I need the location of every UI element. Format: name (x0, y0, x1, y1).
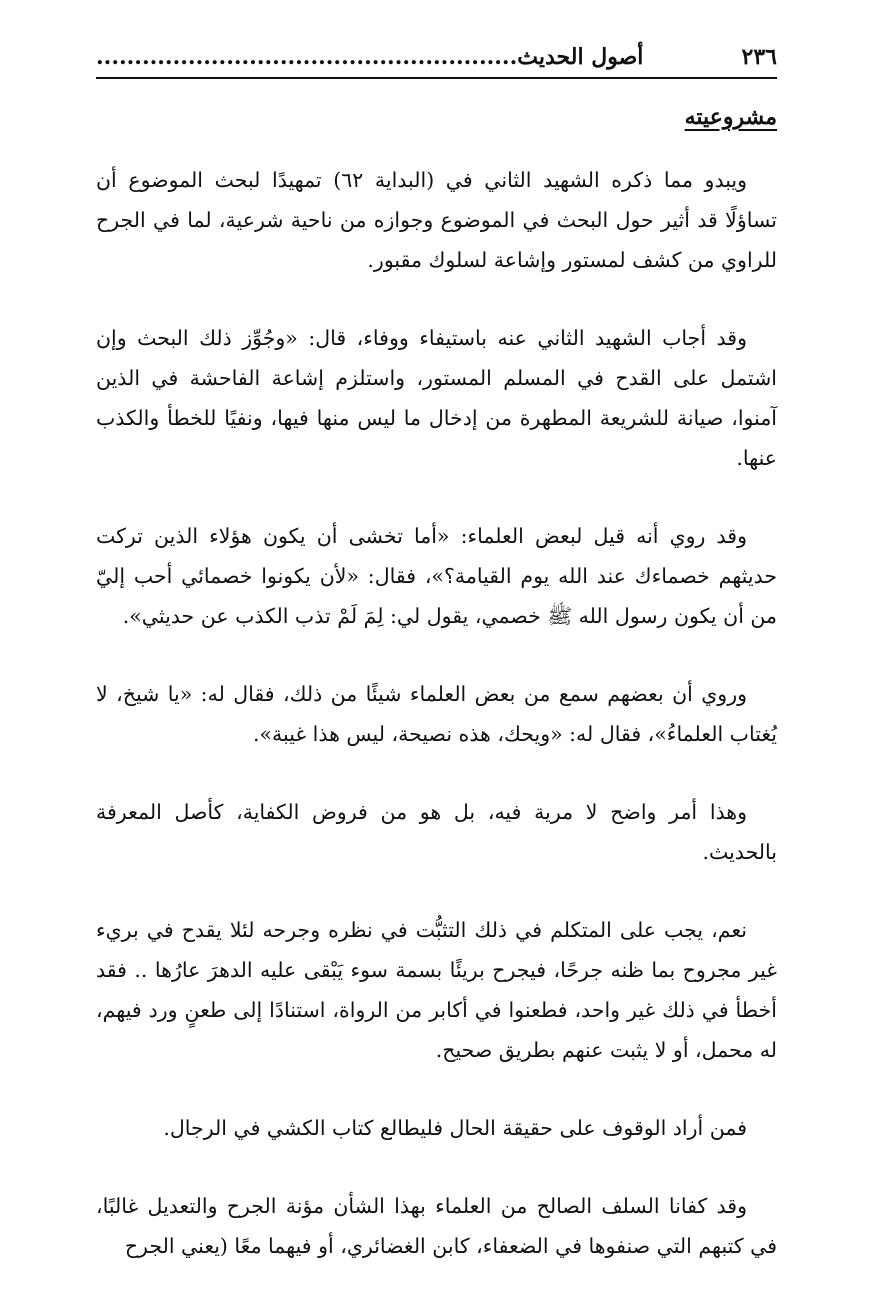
paragraph-7: فمن أراد الوقوف على حقيقة الحال فليطالع كتاب الكشي في الرجال. (163, 1116, 747, 1140)
paragraph-2: وقد أجاب الشهيد الثاني عنه باستيفاء ووفاء، قال: «وجُوِّز ذلك البحث وإن اشتمل على القدح في المسلم المستور، واستلزم إشاعة الفاحشة في الذين آمنوا، صيانة للشريعة المطهرة من إدخال ما ليس منها فيها، ونفيًا للخطأ والكذب عنها. (96, 326, 777, 470)
paragraph-1: ويبدو مما ذكره الشهيد الثاني في (البداية ٦٢) تمهيدًا لبحث الموضوع أن تساؤلًا قد أثير حول البحث في الموضوع وجوازه من ناحية شرعية، لما في الجرح للراوي من كشف لمستور وإشاعة لسلوك مقبور. (96, 168, 777, 272)
leader-dots: ....................................................... (96, 44, 518, 70)
paragraph-3: وقد روي أنه قيل لبعض العلماء: «أما تخشى أن يكون هؤلاء الذين تركت حديثهم خصماءك عند الله يوم القيامة؟»، فقال: «لأن يكونوا خصمائي أحب إليّ من أن يكون رسول الله ﷺ خصمي، يقول لي: لِمَ لَمْ تذب الكذب عن حديثي». (96, 524, 777, 628)
section-heading: مشروعيته (684, 104, 777, 130)
page-number: ٢٣٦ (741, 44, 777, 70)
header-rule (96, 77, 777, 79)
paragraph-4: وروي أن بعضهم سمع من بعض العلماء شيئًا من ذلك، فقال له: «يا شيخ، لا يُغتاب العلماءُ»، فقال له: «ويحك، هذه نصيحة، ليس هذا غيبة». (96, 682, 777, 746)
running-title-group (96, 44, 643, 70)
paragraph-5: وهذا أمر واضح لا مرية فيه، بل هو من فروض الكفاية، كأصل المعرفة بالحديث. (96, 800, 777, 864)
page-header (96, 40, 777, 74)
body-text (96, 160, 777, 1304)
paragraph-8: وقد كفانا السلف الصالح من العلماء بهذا الشأن مؤنة الجرح والتعديل غالبًا، في كتبهم التي صنفوها في الضعفاء، كابن الغضائري، أو فيهما معًا (يعني الجرح (96, 1194, 777, 1258)
running-title: أصول الحديث (517, 44, 644, 70)
paragraph-6: نعم، يجب على المتكلم في ذلك التثبُّت في نظره وجرحه لئلا يقدح في بريء غير مجروح بما ظنه جرحًا، فيجرح بريئًا بسمة سوء يَبْقى عليه الدهرَ عارُها .. فقد أخطأ في ذلك غير واحد، فطعنوا في أكابر من الرواة، استنادًا إلى طعنٍ ورد فيهم، له محمل، أو لا يثبت عنهم بطريق صحيح. (96, 918, 777, 1062)
